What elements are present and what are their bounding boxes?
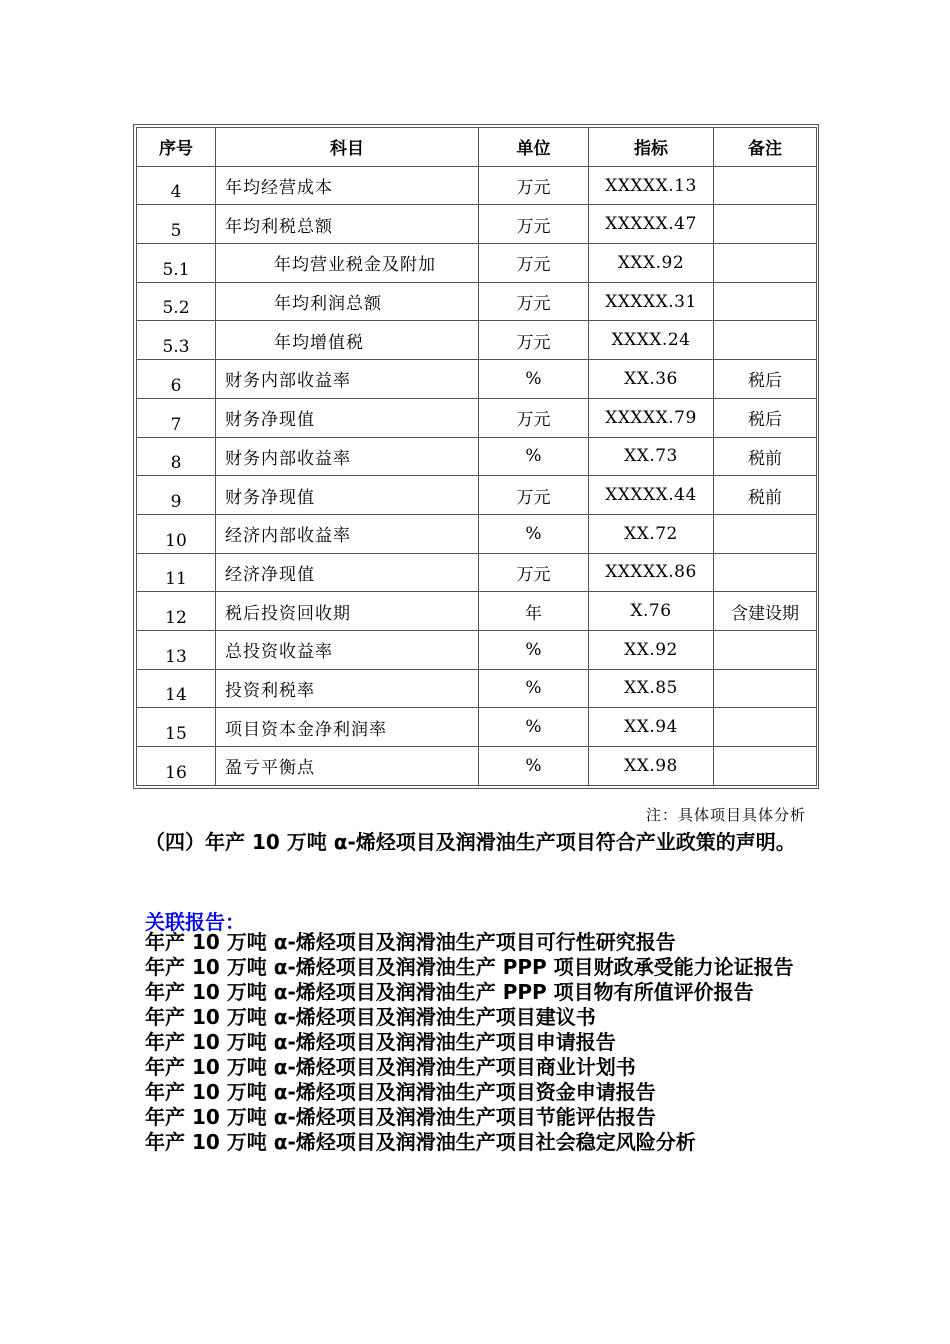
table-row	[137, 592, 817, 631]
row-seq: 5.2	[137, 282, 216, 321]
row-seq: 15	[137, 708, 216, 747]
row-index: XXXX.24	[589, 321, 714, 360]
row-note	[714, 553, 817, 592]
related-report-item: 年产 10 万吨 α-烯烃项目及润滑油生产项目资金申请报告	[145, 1080, 656, 1104]
row-unit: %	[479, 747, 589, 786]
row-note	[714, 708, 817, 747]
row-index: X.76	[589, 592, 714, 631]
row-seq: 11	[137, 553, 216, 592]
related-report-item: 年产 10 万吨 α-烯烃项目及润滑油生产 PPP 项目物有所值评价报告	[145, 980, 754, 1004]
row-seq: 4	[137, 166, 216, 205]
row-unit: %	[479, 708, 589, 747]
row-index: XX.92	[589, 630, 714, 669]
related-report-item: 年产 10 万吨 α-烯烃项目及润滑油生产项目商业计划书	[145, 1055, 636, 1079]
row-note: 税前	[714, 437, 817, 476]
row-note	[714, 669, 817, 708]
header-index: 指标	[589, 128, 714, 167]
table-row	[137, 630, 817, 669]
row-note: 税前	[714, 476, 817, 515]
row-seq: 5.1	[137, 244, 216, 283]
section-title: （四）年产 10 万吨 α-烯烃项目及润滑油生产项目符合产业政策的声明。	[145, 830, 796, 854]
row-note: 税后	[714, 360, 817, 399]
table-row	[137, 166, 817, 205]
row-seq: 10	[137, 514, 216, 553]
row-subject: 投资利税率	[216, 669, 479, 708]
related-report-item: 年产 10 万吨 α-烯烃项目及润滑油生产项目申请报告	[145, 1030, 616, 1054]
table-row	[137, 321, 817, 360]
row-index: XX.73	[589, 437, 714, 476]
table-row	[137, 244, 817, 283]
row-index: XX.98	[589, 747, 714, 786]
row-note	[714, 282, 817, 321]
row-subject: 年均经营成本	[216, 166, 479, 205]
row-subject: 财务净现值	[216, 398, 479, 437]
row-seq: 7	[137, 398, 216, 437]
indicator-table-frame	[133, 124, 819, 789]
row-index: XXXXX.79	[589, 398, 714, 437]
table-row	[137, 669, 817, 708]
row-subject: 税后投资回收期	[216, 592, 479, 631]
row-unit: 万元	[479, 166, 589, 205]
row-unit: %	[479, 669, 589, 708]
row-seq: 14	[137, 669, 216, 708]
table-row	[137, 514, 817, 553]
row-subject: 年均利税总额	[216, 205, 479, 244]
row-subject: 财务内部收益率	[216, 437, 479, 476]
row-unit: 万元	[479, 398, 589, 437]
row-seq: 9	[137, 476, 216, 515]
row-index: XXX.92	[589, 244, 714, 283]
table-body	[137, 166, 817, 785]
row-subject: 财务净现值	[216, 476, 479, 515]
row-subject: 总投资收益率	[216, 630, 479, 669]
related-reports-list	[145, 930, 815, 1155]
row-note	[714, 321, 817, 360]
row-unit: 万元	[479, 321, 589, 360]
row-index: XXXXX.31	[589, 282, 714, 321]
row-unit: %	[479, 360, 589, 399]
table-header-row	[137, 128, 817, 167]
table-footnote: 注：具体项目具体分析	[645, 806, 806, 824]
row-note	[714, 630, 817, 669]
related-report-item: 年产 10 万吨 α-烯烃项目及润滑油生产项目建议书	[145, 1005, 596, 1029]
row-note	[714, 166, 817, 205]
table-row	[137, 476, 817, 515]
row-note	[714, 747, 817, 786]
related-reports-heading: 关联报告：	[145, 910, 245, 934]
row-note	[714, 244, 817, 283]
table-row	[137, 360, 817, 399]
header-note: 备注	[714, 128, 817, 167]
row-seq: 5	[137, 205, 216, 244]
row-subject: 经济内部收益率	[216, 514, 479, 553]
table-row	[137, 205, 817, 244]
row-note	[714, 205, 817, 244]
table-row	[137, 282, 817, 321]
row-subject: 经济净现值	[216, 553, 479, 592]
row-subject: 项目资本金净利润率	[216, 708, 479, 747]
row-index: XX.36	[589, 360, 714, 399]
row-subject: 年均营业税金及附加	[216, 244, 479, 283]
table-row	[137, 398, 817, 437]
indicator-table	[136, 127, 817, 786]
row-index: XX.85	[589, 669, 714, 708]
table-row	[137, 437, 817, 476]
row-unit: %	[479, 630, 589, 669]
table-row	[137, 553, 817, 592]
row-subject: 年均增值税	[216, 321, 479, 360]
header-seq: 序号	[137, 128, 216, 167]
related-report-item: 年产 10 万吨 α-烯烃项目及润滑油生产项目节能评估报告	[145, 1105, 656, 1129]
row-seq: 6	[137, 360, 216, 399]
row-seq: 13	[137, 630, 216, 669]
row-seq: 12	[137, 592, 216, 631]
row-unit: 万元	[479, 476, 589, 515]
row-note: 含建设期	[714, 592, 817, 631]
header-unit: 单位	[479, 128, 589, 167]
row-subject: 财务内部收益率	[216, 360, 479, 399]
related-report-item: 年产 10 万吨 α-烯烃项目及润滑油生产项目可行性研究报告	[145, 930, 676, 954]
row-unit: 万元	[479, 553, 589, 592]
row-index: XXXXX.47	[589, 205, 714, 244]
row-seq: 5.3	[137, 321, 216, 360]
table-row	[137, 747, 817, 786]
row-subject: 年均利润总额	[216, 282, 479, 321]
row-seq: 16	[137, 747, 216, 786]
row-unit: 年	[479, 592, 589, 631]
related-report-item: 年产 10 万吨 α-烯烃项目及润滑油生产 PPP 项目财政承受能力论证报告	[145, 955, 794, 979]
row-seq: 8	[137, 437, 216, 476]
row-index: XXXXX.13	[589, 166, 714, 205]
row-unit: 万元	[479, 282, 589, 321]
row-index: XXXXX.86	[589, 553, 714, 592]
row-unit: 万元	[479, 205, 589, 244]
row-note	[714, 514, 817, 553]
table-row	[137, 708, 817, 747]
row-index: XXXXX.44	[589, 476, 714, 515]
row-subject: 盈亏平衡点	[216, 747, 479, 786]
row-unit: %	[479, 514, 589, 553]
row-unit: %	[479, 437, 589, 476]
row-index: XX.72	[589, 514, 714, 553]
related-report-item: 年产 10 万吨 α-烯烃项目及润滑油生产项目社会稳定风险分析	[145, 1130, 696, 1154]
row-index: XX.94	[589, 708, 714, 747]
header-subject: 科目	[216, 128, 479, 167]
row-note: 税后	[714, 398, 817, 437]
row-unit: 万元	[479, 244, 589, 283]
